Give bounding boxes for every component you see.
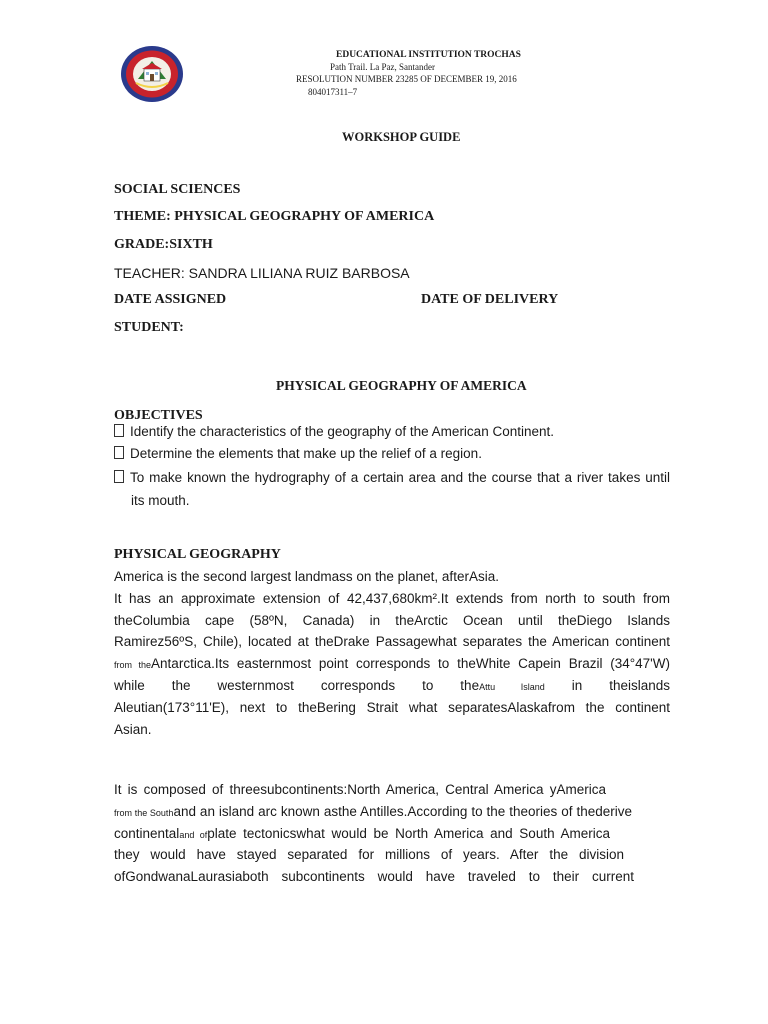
nit-number: 804017311–7 [308, 87, 358, 97]
physical-heading: PHYSICAL GEOGRAPHY [114, 547, 281, 562]
objective-item: To make known the hydrography of a certain area and the course that a river takes until [114, 470, 670, 485]
school-seal-logo [120, 45, 184, 103]
text-line: theColumbia cape (58ºN, Canada) in theArctic Ocean until theDiego Islands [114, 612, 670, 628]
checkbox-icon [114, 446, 124, 459]
text-line: while the westernmost corresponds to theAttu Island in theislands [114, 677, 670, 693]
text-line: ofGondwanaLaurasiaboth subcontinents would have traveled to their current [114, 869, 634, 885]
subject: SOCIAL SCIENCES [114, 182, 241, 197]
objective-item: Identify the characteristics of the geography of the American Continent. [114, 424, 554, 439]
institution-name: EDUCATIONAL INSTITUTION TROCHAS [336, 50, 521, 60]
checkbox-icon [114, 424, 124, 437]
doc-title: WORKSHOP GUIDE [342, 130, 461, 144]
text-line: It has an approximate extension of 42,437,680km².It extends from north to south from [114, 590, 670, 606]
section-title: PHYSICAL GEOGRAPHY OF AMERICA [276, 378, 527, 393]
objective-continuation: its mouth. [131, 493, 190, 508]
text-line: they would have stayed separated for millions of years. After the division [114, 847, 624, 863]
grade: GRADE:SIXTH [114, 237, 213, 252]
paragraph-2 [114, 779, 670, 888]
date-delivery-label: DATE OF DELIVERY [421, 292, 559, 307]
text-line: It is composed of threesubcontinents:North America, Central America yAmerica [114, 782, 606, 797]
text-line: continentaland ofplate tectonicswhat would be North America and South America [114, 825, 610, 841]
objective-item: Determine the elements that make up the relief of a region. [114, 446, 482, 461]
text-line: America is the second largest landmass on the planet, afterAsia. [114, 569, 499, 584]
checkbox-icon [114, 470, 124, 483]
date-assigned-label: DATE ASSIGNED [114, 292, 227, 307]
resolution-number: RESOLUTION NUMBER 23285 OF DECEMBER 19, 2016 [296, 74, 517, 84]
paragraph-1 [114, 566, 670, 740]
text-line: from the Southand an island arc known asthe Antilles.According to the theories of thederive [114, 803, 632, 819]
text-line: Asian. [114, 721, 152, 737]
institution-address: Path Trail. La Paz, Santander [330, 62, 435, 72]
student-label: STUDENT: [114, 320, 184, 335]
text-line: from theAntarctica.Its easternmost point corresponds to theWhite Capein Brazil (34°47'W) [114, 656, 670, 672]
teacher: TEACHER: SANDRA LILIANA RUIZ BARBOSA [114, 265, 410, 281]
text-line: Ramirez56ºS, Chile), located at theDrake Passagewhat separates the American continent [114, 634, 670, 650]
objectives-heading: OBJECTIVES [114, 408, 203, 423]
text-line: Aleutian(173°11'E), next to theBering Strait what separatesAlaskafrom the continent [114, 699, 670, 715]
theme: THEME: PHYSICAL GEOGRAPHY OF AMERICA [114, 209, 435, 224]
